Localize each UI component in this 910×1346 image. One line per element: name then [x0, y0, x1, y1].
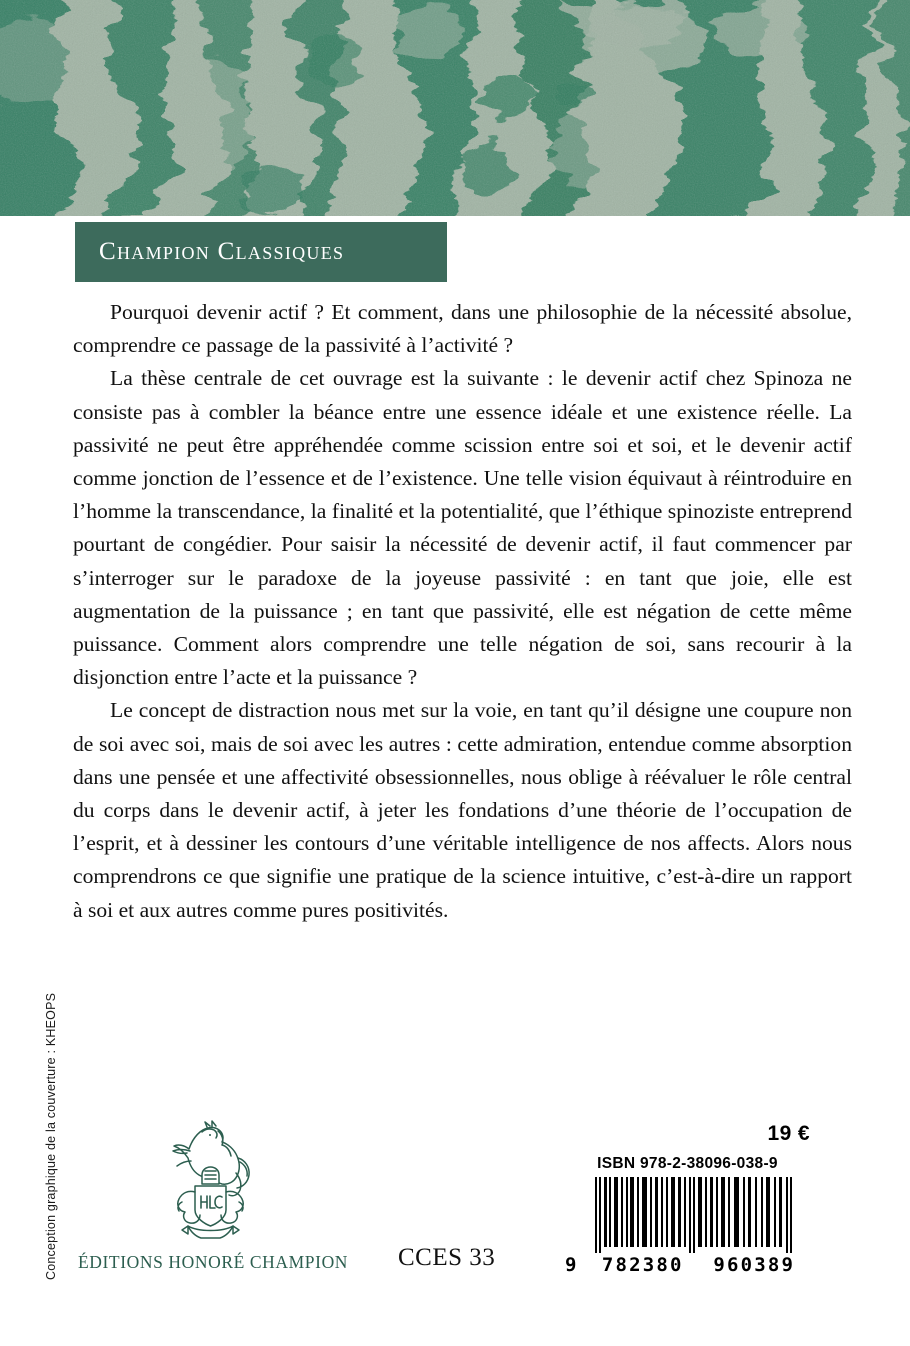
series-code: CCES 33: [398, 1244, 496, 1271]
marbled-paper-pattern: [0, 0, 910, 216]
barcode-right-group: 960389: [713, 1254, 796, 1276]
cover-footer: [0, 1100, 910, 1320]
barcode-lead-digit: 9: [565, 1254, 577, 1276]
blurb-paragraph-1: Pourquoi devenir actif ? Et comment, dans une philosophie de la nécessité absolue, comprendre ce passage de la passivité à l’activité ?: [73, 300, 852, 358]
ean13-barcode: [565, 1177, 810, 1253]
price-label: 19 €: [767, 1122, 810, 1145]
honore-champion-rearing-horse-crest-logo: [158, 1118, 268, 1246]
barcode-digits: [565, 1254, 810, 1276]
cover-design-credit-text: Conception graphique de la couverture : KHEOPS: [44, 992, 58, 1280]
publisher-block: [73, 1118, 353, 1273]
barcode-left-group: 782380: [601, 1254, 684, 1276]
series-banner: [75, 222, 447, 282]
publisher-name: ÉDITIONS HONORÉ CHAMPION: [77, 1252, 349, 1272]
blurb-paragraph-3: Le concept de distraction nous met sur la voie, en tant qu’il désigne une coupure non de soi avec soi, mais de soi avec les autres : cette admiration, entendue comme absorption dans une pensée et une affectivité obsessionnelles, nous oblige à réévaluer le rôle central du corps dans le devenir actif, à jeter les fondations d’une théorie de l’occupation de l’esprit, et à dessiner les contours d’une véritable intelligence de nos affects. Alors nous comprendrons ce que signifie une pratique de la science intuitive, c’est-à-dire un rapport à soi et aux autres comme pures positivités.: [73, 698, 852, 922]
commerce-block: [565, 1122, 810, 1276]
blurb-paragraph-2: La thèse centrale de cet ouvrage est la suivante : le devenir actif chez Spinoza ne consiste pas à combler la béance entre une essence idéale et une existence réelle. La passivité ne peut être appréhendée comme scission entre soi et soi, et le devenir actif comme jonction de l’essence et de l’existence. Une telle vision équivaut à réintroduire en l’homme la transcendance, la finalité et la potentialité, que l’éthique spinoziste entreprend pourtant de congédier. Pour saisir la nécessité de devenir actif, il faut commencer par s’interroger sur le paradoxe de la joyeuse passivité : en tant que joie, elle est augmentation de la puissance ; en tant que passivité, elle est négation de cette même puissance. Comment alors comprendre une telle négation de soi, sans recourir à la disjonction entre l’acte et la puissance ?: [73, 366, 852, 690]
marbled-header-band: [0, 0, 910, 216]
isbn-label: ISBN 978-2-38096-038-9: [597, 1155, 778, 1172]
back-cover-blurb: [73, 296, 852, 927]
series-banner-label: Champion Classiques: [99, 238, 345, 265]
